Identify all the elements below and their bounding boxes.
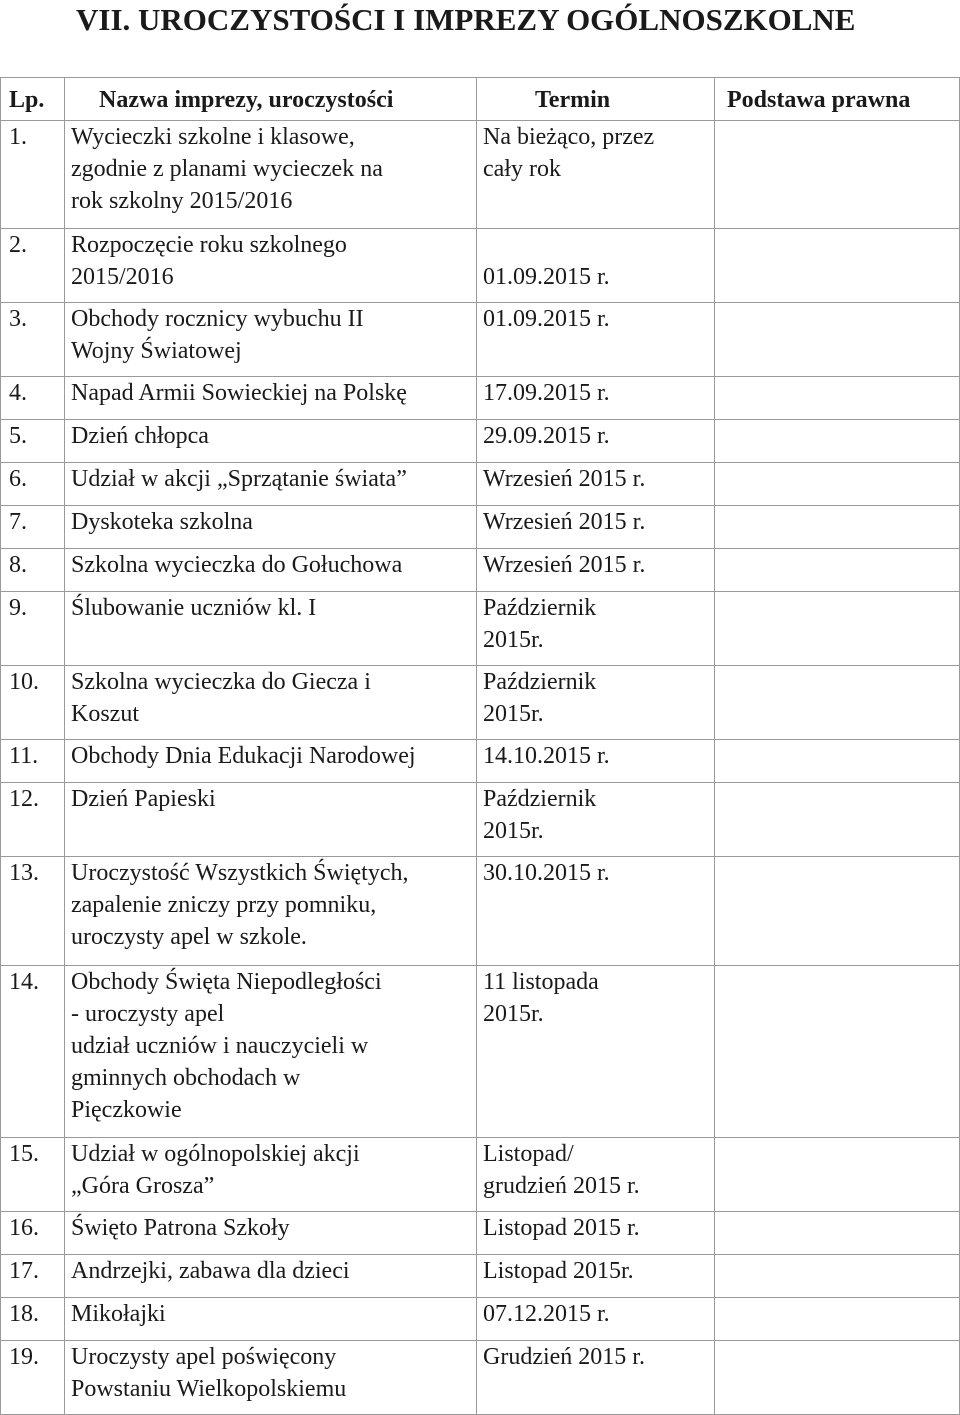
event-term-cell <box>477 966 715 1138</box>
table-row <box>1 506 960 549</box>
event-name: Wycieczki szkolne i klasowe, zgodnie z planami wycieczek na rok szkolny 2015/2016 <box>71 124 383 214</box>
event-legal-basis-cell <box>715 1138 960 1212</box>
event-name-cell <box>65 783 477 857</box>
event-term: 30.10.2015 r. <box>483 860 610 886</box>
event-name: Dzień chłopca <box>71 423 209 449</box>
event-term-cell <box>477 1212 715 1255</box>
event-term: 14.10.2015 r. <box>483 743 610 769</box>
event-term-cell <box>477 549 715 592</box>
event-name: Szkolna wycieczka do Gołuchowa <box>71 552 403 578</box>
event-name-cell <box>65 592 477 666</box>
row-number-cell <box>1 857 65 966</box>
table-row <box>1 666 960 740</box>
event-legal-basis-cell <box>715 377 960 420</box>
row-number: 9. <box>9 595 27 621</box>
row-number: 1. <box>9 124 27 150</box>
event-name: Uroczystość Wszystkich Świętych, zapalenie zniczy przy pomniku, uroczysty apel w szkole. <box>71 860 409 950</box>
table-row <box>1 303 960 377</box>
event-name: Obchody rocznicy wybuchu II Wojny Światowej <box>71 306 364 364</box>
row-number: 18. <box>9 1301 39 1327</box>
event-name: Andrzejki, zabawa dla dzieci <box>71 1258 350 1284</box>
row-number-cell <box>1 740 65 783</box>
event-legal-basis-cell <box>715 592 960 666</box>
event-term-cell <box>477 121 715 229</box>
row-number: 17. <box>9 1258 39 1284</box>
event-term: Wrzesień 2015 r. <box>483 509 646 535</box>
table-row <box>1 121 960 229</box>
table-row <box>1 783 960 857</box>
table-row <box>1 1255 960 1298</box>
row-number: 19. <box>9 1344 39 1370</box>
event-term: 29.09.2015 r. <box>483 423 610 449</box>
event-legal-basis-cell <box>715 1341 960 1415</box>
event-name-cell <box>65 121 477 229</box>
event-term-cell <box>477 1298 715 1341</box>
event-legal-basis-cell <box>715 463 960 506</box>
event-term: Październik 2015r. <box>483 669 597 727</box>
event-term: Listopad 2015r. <box>483 1258 634 1284</box>
event-name-cell <box>65 1298 477 1341</box>
event-name-cell <box>65 549 477 592</box>
table-row <box>1 1298 960 1341</box>
event-term-cell <box>477 420 715 463</box>
event-name: Szkolna wycieczka do Giecza i Koszut <box>71 669 371 727</box>
row-number-cell <box>1 420 65 463</box>
row-number-cell <box>1 1212 65 1255</box>
event-name: Dyskoteka szkolna <box>71 509 253 535</box>
row-number: 12. <box>9 786 39 812</box>
event-term: Listopad/ grudzień 2015 r. <box>483 1141 640 1199</box>
header-name: Nazwa imprezy, uroczystości <box>65 78 477 121</box>
event-term: 01.09.2015 r. <box>483 264 610 290</box>
row-number-cell <box>1 377 65 420</box>
event-term-cell <box>477 1341 715 1415</box>
event-name-cell <box>65 966 477 1138</box>
event-term-cell <box>477 857 715 966</box>
row-number-cell <box>1 121 65 229</box>
row-number-cell <box>1 506 65 549</box>
table-row <box>1 463 960 506</box>
event-name-cell <box>65 463 477 506</box>
row-number: 15. <box>9 1141 39 1167</box>
row-number: 7. <box>9 509 27 535</box>
row-number-cell <box>1 666 65 740</box>
event-name-cell <box>65 666 477 740</box>
table-row <box>1 740 960 783</box>
event-legal-basis-cell <box>715 229 960 303</box>
event-legal-basis-cell <box>715 966 960 1138</box>
page-title: VII. UROCZYSTOŚCI I IMPREZY OGÓLNOSZKOLNE <box>76 2 856 37</box>
row-number: 6. <box>9 466 27 492</box>
header-term: Termin <box>477 78 715 121</box>
event-term-cell <box>477 463 715 506</box>
header-law: Podstawa prawna <box>715 78 960 121</box>
row-number-cell <box>1 303 65 377</box>
row-number-cell <box>1 1255 65 1298</box>
row-number: 3. <box>9 306 27 332</box>
header-lp: Lp. <box>1 78 65 121</box>
row-number: 14. <box>9 969 39 995</box>
event-term: 17.09.2015 r. <box>483 380 610 406</box>
table-body <box>1 121 960 1415</box>
event-name: Mikołajki <box>71 1301 166 1327</box>
event-name: Udział w ogólnopolskiej akcji „Góra Grosza” <box>71 1141 360 1199</box>
row-number-cell <box>1 229 65 303</box>
event-term-cell <box>477 666 715 740</box>
event-term-cell <box>477 506 715 549</box>
event-name-cell <box>65 303 477 377</box>
event-name-cell <box>65 1212 477 1255</box>
row-number-cell <box>1 592 65 666</box>
row-number-cell <box>1 966 65 1138</box>
event-name: Udział w akcji „Sprzątanie świata” <box>71 466 407 492</box>
event-name: Uroczysty apel poświęcony Powstaniu Wielkopolskiemu <box>71 1344 347 1402</box>
table-row <box>1 420 960 463</box>
event-term-cell <box>477 1138 715 1212</box>
event-name-cell <box>65 740 477 783</box>
event-name-cell <box>65 377 477 420</box>
row-number-cell <box>1 1341 65 1415</box>
event-legal-basis-cell <box>715 1298 960 1341</box>
event-term-cell <box>477 229 715 303</box>
event-term: 01.09.2015 r. <box>483 306 610 332</box>
event-term: Październik 2015r. <box>483 595 597 653</box>
table-row <box>1 592 960 666</box>
event-name-cell <box>65 1341 477 1415</box>
event-name: Dzień Papieski <box>71 786 216 812</box>
event-term: Wrzesień 2015 r. <box>483 552 646 578</box>
table-row <box>1 549 960 592</box>
row-number-cell <box>1 1298 65 1341</box>
table-row <box>1 857 960 966</box>
table-row <box>1 377 960 420</box>
table-row <box>1 1212 960 1255</box>
row-number: 2. <box>9 232 27 258</box>
event-term: 07.12.2015 r. <box>483 1301 610 1327</box>
event-legal-basis-cell <box>715 783 960 857</box>
event-term-cell <box>477 740 715 783</box>
event-name: Święto Patrona Szkoły <box>71 1215 290 1241</box>
row-number-cell <box>1 463 65 506</box>
event-name-cell <box>65 420 477 463</box>
event-legal-basis-cell <box>715 1212 960 1255</box>
event-term: 11 listopada 2015r. <box>483 969 599 1027</box>
event-legal-basis-cell <box>715 121 960 229</box>
event-term: Na bieżąco, przez cały rok <box>483 124 655 182</box>
event-legal-basis-cell <box>715 857 960 966</box>
row-number: 10. <box>9 669 39 695</box>
event-term-cell <box>477 303 715 377</box>
event-name-cell <box>65 229 477 303</box>
row-number: 8. <box>9 552 27 578</box>
event-legal-basis-cell <box>715 549 960 592</box>
table-row <box>1 1138 960 1212</box>
event-name: Obchody Święta Niepodległości - uroczysty apel udział uczniów i nauczycieli w gminnych obchodach w Pięczkowie <box>71 969 382 1123</box>
event-legal-basis-cell <box>715 666 960 740</box>
event-name: Napad Armii Sowieckiej na Polskę <box>71 380 407 406</box>
event-name-cell <box>65 857 477 966</box>
events-table <box>0 77 960 1415</box>
table-row <box>1 1341 960 1415</box>
event-name: Obchody Dnia Edukacji Narodowej <box>71 743 416 769</box>
event-legal-basis-cell <box>715 420 960 463</box>
row-number-cell <box>1 783 65 857</box>
row-number: 16. <box>9 1215 39 1241</box>
event-term-cell <box>477 1255 715 1298</box>
event-name: Rozpoczęcie roku szkolnego 2015/2016 <box>71 232 347 290</box>
table-row <box>1 966 960 1138</box>
event-legal-basis-cell <box>715 740 960 783</box>
event-term: Wrzesień 2015 r. <box>483 466 646 492</box>
table-row <box>1 229 960 303</box>
event-name-cell <box>65 506 477 549</box>
row-number: 11. <box>9 743 39 769</box>
event-name-cell <box>65 1255 477 1298</box>
row-number: 13. <box>9 860 39 886</box>
event-term-cell <box>477 783 715 857</box>
event-legal-basis-cell <box>715 506 960 549</box>
row-number-cell <box>1 1138 65 1212</box>
event-name: Ślubowanie uczniów kl. I <box>71 595 317 621</box>
row-number: 4. <box>9 380 27 406</box>
event-term: Grudzień 2015 r. <box>483 1344 645 1370</box>
row-number: 5. <box>9 423 27 449</box>
event-legal-basis-cell <box>715 1255 960 1298</box>
event-name-cell <box>65 1138 477 1212</box>
event-term: Październik 2015r. <box>483 786 597 844</box>
row-number-cell <box>1 549 65 592</box>
event-term-cell <box>477 377 715 420</box>
table-header-row <box>1 78 960 121</box>
event-term: Listopad 2015 r. <box>483 1215 640 1241</box>
event-legal-basis-cell <box>715 303 960 377</box>
event-term-cell <box>477 592 715 666</box>
